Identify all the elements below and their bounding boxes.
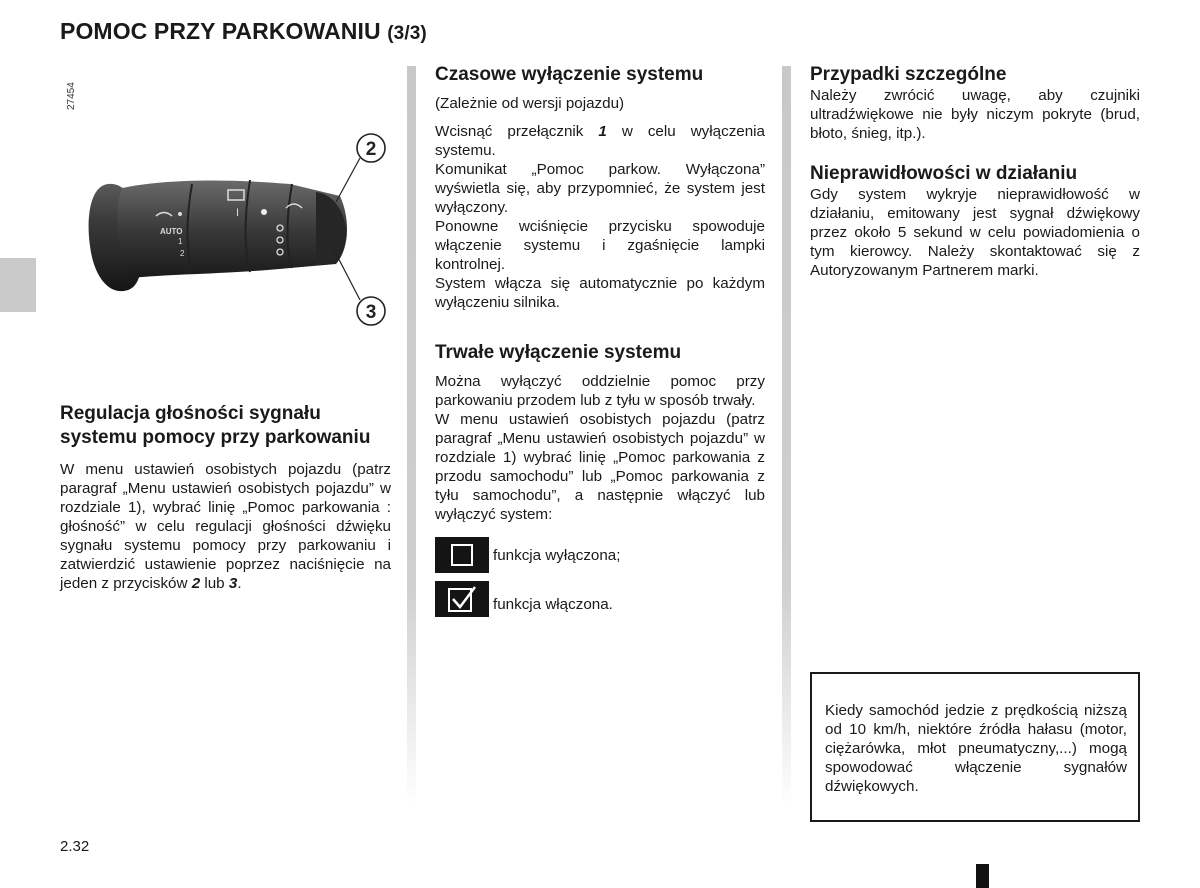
volume-body-text-3: .	[237, 575, 242, 592]
special-cases-heading: Przypadki szczególne	[810, 64, 1007, 85]
permanent-disable-heading: Trwałe wyłączenie systemu	[435, 342, 682, 363]
press-switch-text-a: Wcisnąć przełącznik	[435, 123, 599, 140]
volume-heading: Regulacja głośności sygnału systemu pomocy przy parkowaniu	[60, 403, 371, 448]
special-cases-text: Należy zwrócić uwagę, aby czujniki ultradźwiękowe nie były niczym pokryte (brud, błoto, śnieg, itp.).	[810, 87, 1140, 142]
menu-instructions-text: W menu ustawień osobistych pojazdu (patrz paragraf „Menu ustawień osobistych pojazdu” w rozdziale 1) wybrać linię „Pomoc parkowania z przodu samochodu” lub „Pomoc parkowania z tyłu samochodu”, a następnie włączyć lub wyłączyć system:	[435, 411, 765, 523]
callout-3-label: 3	[365, 302, 377, 323]
press-switch-text	[435, 122, 765, 160]
speed-note-box	[810, 672, 1140, 822]
press-switch-text-b: w celu wyłączenia systemu.	[435, 123, 765, 159]
volume-body-ref-3: 3	[228, 575, 238, 592]
volume-body-text-2: lub	[200, 575, 229, 592]
permanent-disable-text: Można wyłączyć oddzielnie pomoc przy parkowaniu przodem lub z tyłu w sposób trwały.	[435, 373, 765, 409]
lever-label-1: 1	[178, 237, 183, 246]
version-note: (Zależnie od wersji pojazdu)	[435, 95, 625, 112]
stalk-switch-illustration	[60, 68, 392, 343]
temporary-disable-heading: Czasowe wyłączenie systemu	[435, 64, 704, 85]
speed-note-text: Kiedy samochód jedzie z prędkością niższą od 10 km/h, niektóre źródła hałasu (motor, ciężarówka, młot pneumatyczny,...) mogą spowodować włączenie sygnałów dźwiękowych.	[825, 702, 1127, 795]
unchecked-box-icon	[435, 537, 489, 573]
title-main: POMOC PRZY PARKOWANIU	[60, 18, 381, 44]
column-divider-left	[407, 66, 416, 806]
title-part-indicator: (3/3)	[387, 23, 427, 44]
chapter-tab	[0, 258, 36, 312]
page-number: 2.32	[60, 838, 90, 855]
volume-body-ref-2: 2	[191, 575, 201, 592]
volume-body-text: W menu ustawień osobistych pojazdu (patrz paragraf „Menu ustawień osobistych pojazdu” w rozdziale 1), wybrać linię „Pomoc parkowania : głośność” w celu regulacji głośności dźwięku sygnału systemu pomocy przy parkowaniu i zatwierdzić ustawienie poprzez naciśnięcie na jeden z przycisków	[60, 461, 391, 592]
function-on-row	[435, 581, 765, 617]
reenable-text: Ponowne wciśnięcie przycisku spowoduje włączenie systemu i zgaśnięcie lampki kontrolnej.	[435, 218, 765, 273]
right-column	[810, 63, 1140, 280]
figure-number: 27454	[66, 82, 77, 110]
message-text: Komunikat „Pomoc parkow. Wyłączona” wyświetla się, aby przypomnieć, że system jest wyłączony.	[435, 161, 765, 216]
function-off-label: funkcja wyłączona;	[493, 546, 621, 564]
middle-column	[435, 63, 765, 617]
volume-body	[60, 460, 391, 593]
callout-2-label: 2	[365, 139, 377, 160]
checked-box-icon	[435, 581, 489, 617]
press-switch-ref-1: 1	[598, 123, 607, 140]
lever-label-auto: AUTO	[160, 227, 183, 236]
column-divider-right	[782, 66, 791, 806]
lever-label-2: 2	[180, 249, 185, 258]
malfunction-heading: Nieprawidłowości w działaniu	[810, 163, 1078, 184]
page-title	[60, 18, 427, 45]
function-on-label: funkcja włączona.	[493, 595, 613, 613]
svg-text:I: I	[236, 207, 240, 219]
page-edge-marker	[976, 864, 989, 888]
auto-enable-text: System włącza się automatycznie po każdym wyłączeniu silnika.	[435, 275, 765, 311]
function-off-row	[435, 537, 765, 573]
malfunction-text: Gdy system wykryje nieprawidłowość w działaniu, emitowany jest sygnał dźwiękowy przez około 5 sekund w celu powiadomienia o tym kierowcy. Należy skontaktować się z Autoryzowanym Partnerem marki.	[810, 186, 1140, 279]
left-column	[60, 402, 391, 593]
